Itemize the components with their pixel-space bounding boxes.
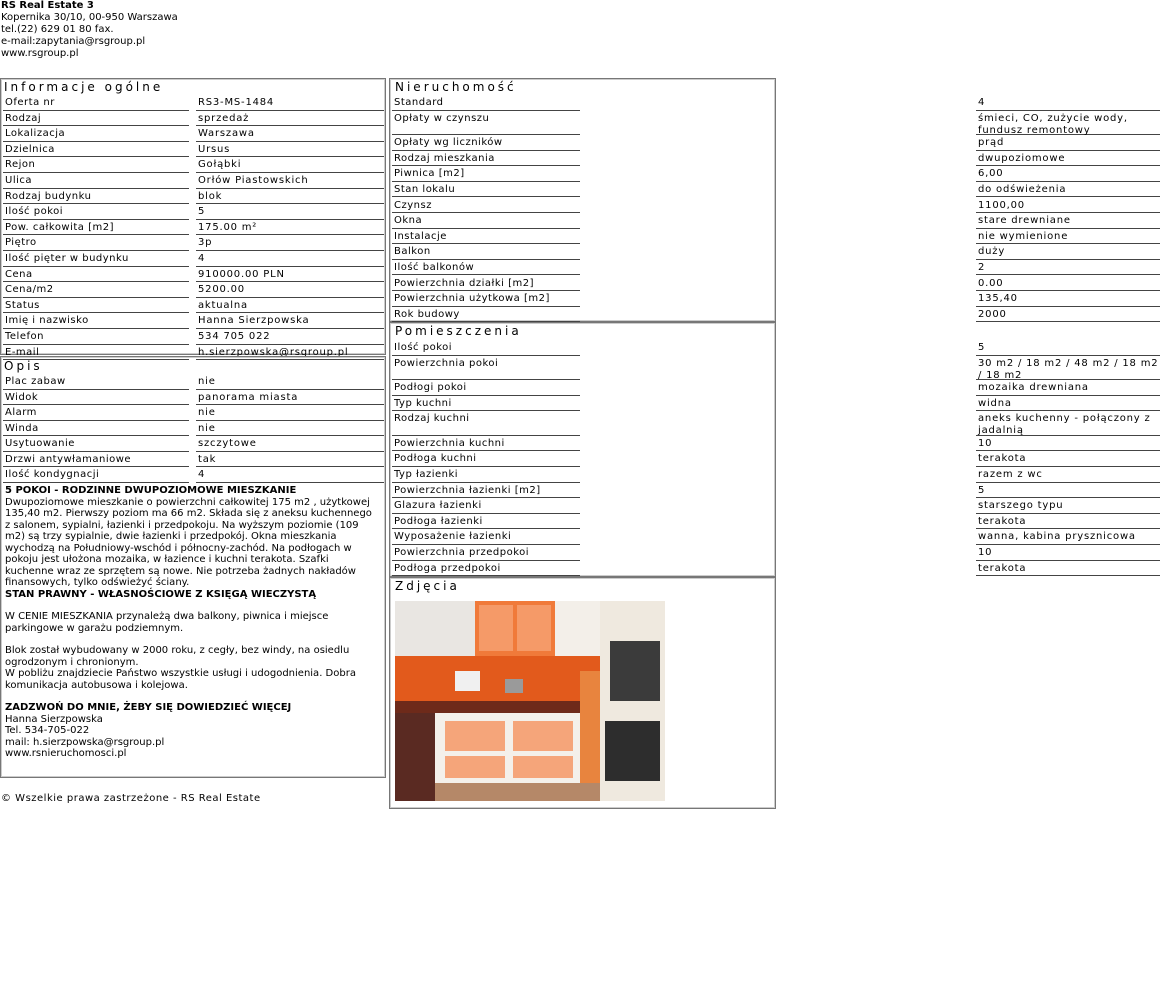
rooms-value: razem z wc: [976, 469, 1160, 483]
property-label: Standard: [392, 97, 580, 111]
property-label: Powierzchnia działki [m2]: [392, 278, 580, 292]
description-headline: 5 POKOI - RODZINNE DWUPOZIOMOWE MIESZKANIE: [5, 485, 297, 496]
info-label: Rodzaj: [3, 113, 189, 127]
rooms-label: Powierzchnia kuchni: [392, 438, 580, 452]
property-value: dwupoziomowe: [976, 153, 1160, 167]
property-value: 4: [976, 97, 1160, 111]
rooms-label: Rodzaj kuchni: [392, 413, 580, 436]
info-value: 910000.00 PLN: [196, 269, 384, 283]
info-value: Hanna Sierzpowska: [196, 315, 384, 329]
opis-label: Usytuowanie: [3, 438, 189, 452]
agency-header: [1, 0, 178, 60]
rooms-label: Podłoga łazienki: [392, 516, 580, 530]
rooms-value: terakota: [976, 516, 1160, 530]
info-label: Cena/m2: [3, 284, 189, 298]
rooms-value: 5: [976, 485, 1160, 499]
rooms-label: Typ łazienki: [392, 469, 580, 483]
agency-phone: tel.(22) 629 01 80 fax.: [1, 24, 114, 35]
opis-value: 4: [196, 469, 384, 483]
info-value: h.sierzpowska@rsgroup.pl: [196, 347, 384, 361]
rooms-value: 10: [976, 547, 1160, 561]
property-value: stare drewniane: [976, 215, 1160, 229]
property-value: do odświeżenia: [976, 184, 1160, 198]
info-value: 4: [196, 253, 384, 267]
rooms-value: starszego typu: [976, 500, 1160, 514]
property-label: Czynsz: [392, 200, 580, 214]
info-value: 3p: [196, 237, 384, 251]
property-label: Piwnica [m2]: [392, 168, 580, 182]
opis-value: szczytowe: [196, 438, 384, 452]
property-value: duży: [976, 246, 1160, 260]
rooms-value: 10: [976, 438, 1160, 452]
opis-value: nie: [196, 376, 384, 390]
contact-website: www.rsnieruchomosci.pl: [5, 748, 127, 759]
property-label: Rok budowy: [392, 309, 580, 323]
agency-email: e-mail:zapytania@rsgroup.pl: [1, 36, 146, 47]
opis-label: Widok: [3, 392, 189, 406]
info-value: sprzedaż: [196, 113, 384, 127]
property-label: Opłaty w czynszu: [392, 113, 580, 136]
property-value: 1100,00: [976, 200, 1160, 214]
rooms-label: Powierzchnia pokoi: [392, 358, 580, 381]
property-label: Okna: [392, 215, 580, 229]
rooms-label: Glazura łazienki: [392, 500, 580, 514]
info-value: 534 705 022: [196, 331, 384, 345]
info-label: Rejon: [3, 159, 189, 173]
property-label: Stan lokalu: [392, 184, 580, 198]
info-value: 175.00 m²: [196, 222, 384, 236]
rooms-label: Wyposażenie łazienki: [392, 531, 580, 545]
contact-phone: Tel. 534-705-022: [5, 725, 90, 736]
opis-label: Drzwi antywłamaniowe: [3, 454, 189, 468]
info-value: Orłów Piastowskich: [196, 175, 384, 189]
rooms-value: 30 m2 / 18 m2 / 48 m2 / 18 m2 / 18 m2: [978, 357, 1159, 381]
rooms-value: terakota: [976, 563, 1160, 577]
kitchen-photo[interactable]: [395, 601, 665, 801]
opis-value: panorama miasta: [196, 392, 384, 406]
legal-status: STAN PRAWNY - WŁASNOŚCIOWE Z KSIĘGĄ WIECZYSTĄ: [5, 588, 317, 600]
property-label: Ilość balkonów: [392, 262, 580, 276]
info-label: Rodzaj budynku: [3, 191, 189, 205]
info-label: Status: [3, 300, 189, 314]
info-value: Gołąbki: [196, 159, 384, 173]
photos-title: Zdjęcia: [395, 579, 460, 593]
description-text: [5, 485, 380, 771]
opis-label: Winda: [3, 423, 189, 437]
rooms-value: mozaika drewniana: [976, 382, 1160, 396]
contact-name: Hanna Sierzpowska: [5, 713, 103, 725]
rooms-title: Pomieszczenia: [395, 324, 522, 338]
property-value: 135,40: [976, 293, 1160, 307]
kitchen-photo-image: [395, 601, 665, 801]
info-value: Ursus: [196, 144, 384, 158]
agency-address: Kopernika 30/10, 00-950 Warszawa: [1, 12, 178, 23]
rooms-label: Podłoga przedpokoi: [392, 563, 580, 577]
info-value: aktualna: [196, 300, 384, 314]
property-value: śmieci, CO, zużycie wody, fundusz remontowy: [976, 113, 1160, 136]
property-value: 6,00: [976, 168, 1160, 182]
call-to-action: ZADZWOŃ DO MNIE, ŻEBY SIĘ DOWIEDZIEĆ WIĘCEJ: [5, 702, 292, 713]
agency-website: www.rsgroup.pl: [1, 48, 79, 59]
description-paragraph-3a: Blok został wybudowany w 2000 roku, z cegły, bez windy, na osiedlu ogrodzonym i chronionym.: [5, 645, 350, 668]
info-label: Ilość pięter w budynku: [3, 253, 189, 267]
info-value: 5: [196, 206, 384, 220]
property-label: Opłaty wg liczników: [392, 137, 580, 151]
property-title: Nieruchomość: [395, 80, 517, 94]
info-label: Telefon: [3, 331, 189, 345]
rooms-value: terakota: [976, 453, 1160, 467]
rooms-value: wanna, kabina prysznicowa: [976, 531, 1160, 545]
rooms-label: Powierzchnia łazienki [m2]: [392, 485, 580, 499]
info-value: blok: [196, 191, 384, 205]
info-value: Warszawa: [196, 128, 384, 142]
info-label: Ulica: [3, 175, 189, 189]
property-label: Powierzchnia użytkowa [m2]: [392, 293, 580, 307]
description-paragraph-1: Dwupoziomowe mieszkanie o powierzchni całkowitej 175 m2 , użytkowej 135,40 m2. Pierwszy poziom ma 66 m2. Składa się z aneksu kuchennego z salonem, sypialni, łazienki i przedpokoju. Na wyższym poziomie (109 m2) są trzy sypialnie, dwie łazienki i przedpokój. Okna mieszkania wychodzą na Południowy-wschód i północny-zachód. Na podłogach w pokoju jest ułożona mozaika, w łazience i kuchni terakota. Szafki kuchenne wraz ze sprzętem są nowe. Nie potrzeba żadnych nakładów finansowych, tylko odświeżyć ściany.: [5, 496, 372, 588]
description-title: Opis: [4, 359, 43, 373]
agency-name: RS Real Estate 3: [1, 0, 94, 11]
info-value: 5200.00: [196, 284, 384, 298]
property-value: 0.00: [976, 278, 1160, 292]
property-label: Rodzaj mieszkania: [392, 153, 580, 167]
property-value: 2: [976, 262, 1160, 276]
general-info-title: Informacje ogólne: [4, 80, 164, 94]
info-label: Lokalizacja: [3, 128, 189, 142]
property-value: nie wymienione: [976, 231, 1160, 245]
property-label: Instalacje: [392, 231, 580, 245]
info-label: Ilość pokoi: [3, 206, 189, 220]
rooms-label: Podłoga kuchni: [392, 453, 580, 467]
property-value: 2000: [976, 309, 1160, 323]
description-paragraph-3b: W pobliżu znajdziecie Państwo wszystkie usługi i udogodnienia. Dobra komunikacja autobusowa i kolejowa.: [5, 668, 356, 691]
rooms-label: Powierzchnia przedpokoi: [392, 547, 580, 561]
rooms-label: Typ kuchni: [392, 398, 580, 412]
footer-copyright: © Wszelkie prawa zastrzeżone - RS Real Estate: [1, 793, 261, 804]
opis-value: nie: [196, 407, 384, 421]
info-label: Dzielnica: [3, 144, 189, 158]
info-value: RS3-MS-1484: [196, 97, 384, 111]
rooms-label: Ilość pokoi: [392, 342, 580, 356]
rooms-value: 5: [976, 342, 1160, 356]
property-value: prąd: [976, 137, 1160, 151]
opis-value: tak: [196, 454, 384, 468]
info-label: E-mail: [3, 347, 189, 361]
rooms-value: widna: [976, 398, 1160, 412]
rooms-value: aneks kuchenny - połączony z jadalnią: [976, 413, 1160, 436]
property-label: Balkon: [392, 246, 580, 260]
description-paragraph-2: W CENIE MIESZKANIA przynależą dwa balkony, piwnica i miejsce parkingowe w garażu podziemnym.: [5, 611, 329, 634]
info-label: Imię i nazwisko: [3, 315, 189, 329]
info-label: Oferta nr: [3, 97, 189, 111]
info-label: Pow. całkowita [m2]: [3, 222, 189, 236]
info-label: Cena: [3, 269, 189, 283]
rooms-label: Podłogi pokoi: [392, 382, 580, 396]
opis-value: nie: [196, 423, 384, 437]
opis-label: Ilość kondygnacji: [3, 469, 189, 483]
info-label: Piętro: [3, 237, 189, 251]
opis-label: Plac zabaw: [3, 376, 189, 390]
opis-label: Alarm: [3, 407, 189, 421]
contact-mail: mail: h.sierzpowska@rsgroup.pl: [5, 736, 165, 748]
